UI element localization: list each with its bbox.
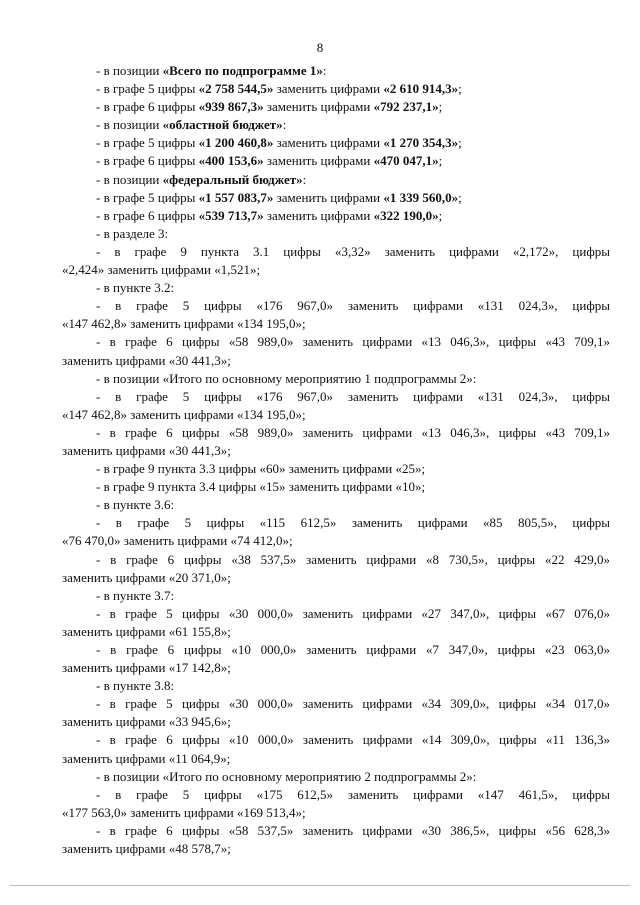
text-line [62,478,610,496]
text-line [62,80,610,98]
text-line [62,243,610,261]
text-run: - в графе 9 пункта 3.4 цифры «15» заменить цифрами «10»; [96,479,426,495]
text-run: заменить цифрами «33 945,6»; [62,714,231,730]
text-run: - в графе 5 цифры [96,135,199,151]
text-line [62,261,610,279]
bold-text-run: «федеральный бюджет» [162,171,303,187]
text-line [62,207,610,225]
text-run: заменить цифрами «30 441,3»; [62,442,231,458]
text-run: - в графе 6 цифры [96,99,199,115]
bottom-scan-edge [10,885,630,886]
text-line [62,514,610,532]
document-body [62,62,610,858]
text-run: - в позиции «Итого по основному мероприятию 1 подпрограммы 2»: [96,370,477,386]
text-line [62,189,610,207]
bold-text-run: «1 339 560,0» [383,189,459,205]
bold-text-run: «792 237,1» [373,99,439,115]
text-line [62,695,610,713]
text-run: ; [458,135,462,151]
text-line [62,786,610,804]
text-run: : [302,171,307,187]
text-line [62,225,610,243]
text-run: заменить цифрами [263,99,374,115]
text-line [62,424,610,442]
text-run: - в графе 6 цифры [96,207,199,223]
text-run: - в графе 5 цифры «115 612,5» заменить цифрами «85 805,5», цифры [96,515,610,531]
text-run: - в графе 6 цифры «10 000,0» заменить цифрами «14 309,0», цифры «11 136,3» [96,732,610,748]
text-run: - в графе 6 цифры «10 000,0» заменить цифрами «7 347,0», цифры «23 063,0» [96,642,610,657]
text-line [62,315,610,333]
text-run: «2,424» заменить цифрами «1,521»; [62,262,261,278]
text-line [62,460,610,478]
text-line [62,677,610,695]
text-line [62,623,610,641]
text-run: ; [438,99,443,115]
text-run: заменить цифрами «20 371,0»; [62,569,231,585]
text-run: заменить цифрами [273,135,384,151]
bold-text-run: «2 758 544,5» [198,81,274,97]
text-line [62,659,610,677]
text-run: заменить цифрами «17 142,8»; [62,660,231,676]
text-run: - в позиции [96,117,163,133]
text-run: ; [458,189,462,205]
text-run: заменить цифрами [273,189,384,205]
text-run: «177 563,0» заменить цифрами «169 513,4»; [62,804,306,820]
text-run: «76 470,0» заменить цифрами «74 412,0»; [62,533,293,549]
text-line [62,822,610,840]
text-run: : [322,63,327,78]
text-run: - в пункте 3.7: [96,587,175,603]
text-line [62,840,610,858]
text-line [62,605,610,623]
text-run: - в графе 6 цифры «38 537,5» заменить цифрами «8 730,5», цифры «22 429,0» [96,551,610,567]
text-line [62,388,610,406]
text-run: - в разделе 3: [96,225,169,241]
text-run: - в графе 5 цифры «30 000,0» заменить цифрами «34 309,0», цифры «34 017,0» [96,696,610,712]
text-line [62,134,610,152]
text-run: - в пункте 3.2: [96,280,175,296]
text-line [62,587,610,605]
text-run: заменить цифрами «61 155,8»; [62,623,231,639]
text-line [62,750,610,768]
text-line [62,62,610,80]
text-run: ; [438,207,443,223]
text-line [62,569,610,587]
text-line [62,442,610,460]
bold-text-run: «Всего по подпрограмме 1» [162,63,323,78]
text-line [62,713,610,731]
text-line [62,768,610,786]
bold-text-run: «2 610 914,3» [383,81,459,97]
text-run: «147 462,8» заменить цифрами «134 195,0»; [62,406,306,422]
text-line [62,804,610,822]
text-run: - в позиции «Итого по основному мероприятию 2 подпрограммы 2»: [96,768,477,784]
text-run: : [282,117,287,133]
text-run: заменить цифрами «11 064,9»; [62,750,231,766]
text-line [62,496,610,514]
text-line [62,152,610,170]
bold-text-run: «областной бюджет» [162,117,283,133]
bold-text-run: «470 047,1» [373,153,439,169]
text-run: - в пункте 3.6: [96,497,175,513]
text-line [62,731,610,749]
text-run: - в графе 6 цифры «58 989,0» заменить цифрами «13 046,3», цифры «43 709,1» [96,334,610,350]
text-line [62,641,610,659]
text-line [62,370,610,388]
text-run: - в графе 6 цифры «58 989,0» заменить цифрами «13 046,3», цифры «43 709,1» [96,424,610,440]
bold-text-run: «1 557 083,7» [198,189,274,205]
bold-text-run: «400 153,6» [198,153,264,169]
text-line [62,116,610,134]
text-run: - в графе 5 цифры «176 967,0» заменить цифрами «131 024,3», цифры [96,388,610,404]
text-run: - в графе 5 цифры «176 967,0» заменить цифрами «131 024,3», цифры [96,298,610,314]
text-run: - в графе 6 цифры «58 537,5» заменить цифрами «30 386,5», цифры «56 628,3» [96,822,610,838]
bold-text-run: «1 270 354,3» [383,135,459,151]
text-run: - в пункте 3.8: [96,678,175,694]
text-line [62,98,610,116]
text-run: - в позиции [96,63,163,78]
bold-text-run: «1 200 460,8» [198,135,274,151]
text-run: заменить цифрами [263,207,374,223]
text-run: заменить цифрами «30 441,3»; [62,352,231,368]
text-run: - в графе 9 пункта 3.3 цифры «60» заменить цифрами «25»; [96,461,426,477]
text-run: заменить цифрами [263,153,374,169]
bold-text-run: «322 190,0» [373,207,439,223]
bold-text-run: «939 867,3» [198,99,264,115]
text-run: - в графе 5 цифры [96,81,199,97]
text-line [62,171,610,189]
text-line [62,551,610,569]
text-run: ; [438,153,443,169]
text-run: - в графе 5 цифры «30 000,0» заменить цифрами «27 347,0», цифры «67 076,0» [96,605,610,621]
text-run: - в графе 5 цифры «175 612,5» заменить цифрами «147 461,5», цифры [96,786,610,802]
text-run: заменить цифрами «48 578,7»; [62,841,231,857]
text-run: заменить цифрами [273,81,384,97]
text-line [62,406,610,424]
text-run: - в графе 5 цифры [96,189,199,205]
bold-text-run: «539 713,7» [198,207,264,223]
text-run: ; [458,81,462,97]
text-run: «147 462,8» заменить цифрами «134 195,0»; [62,316,306,332]
text-line [62,333,610,351]
page-number: 8 [316,40,324,55]
text-line [62,532,610,550]
text-line [62,279,610,297]
text-run: - в графе 9 пункта 3.1 цифры «3,32» заменить цифрами «2,172», цифры [96,243,610,259]
text-line [62,352,610,370]
text-run: - в позиции [96,171,163,187]
text-run: - в графе 6 цифры [96,153,199,169]
text-line [62,297,610,315]
